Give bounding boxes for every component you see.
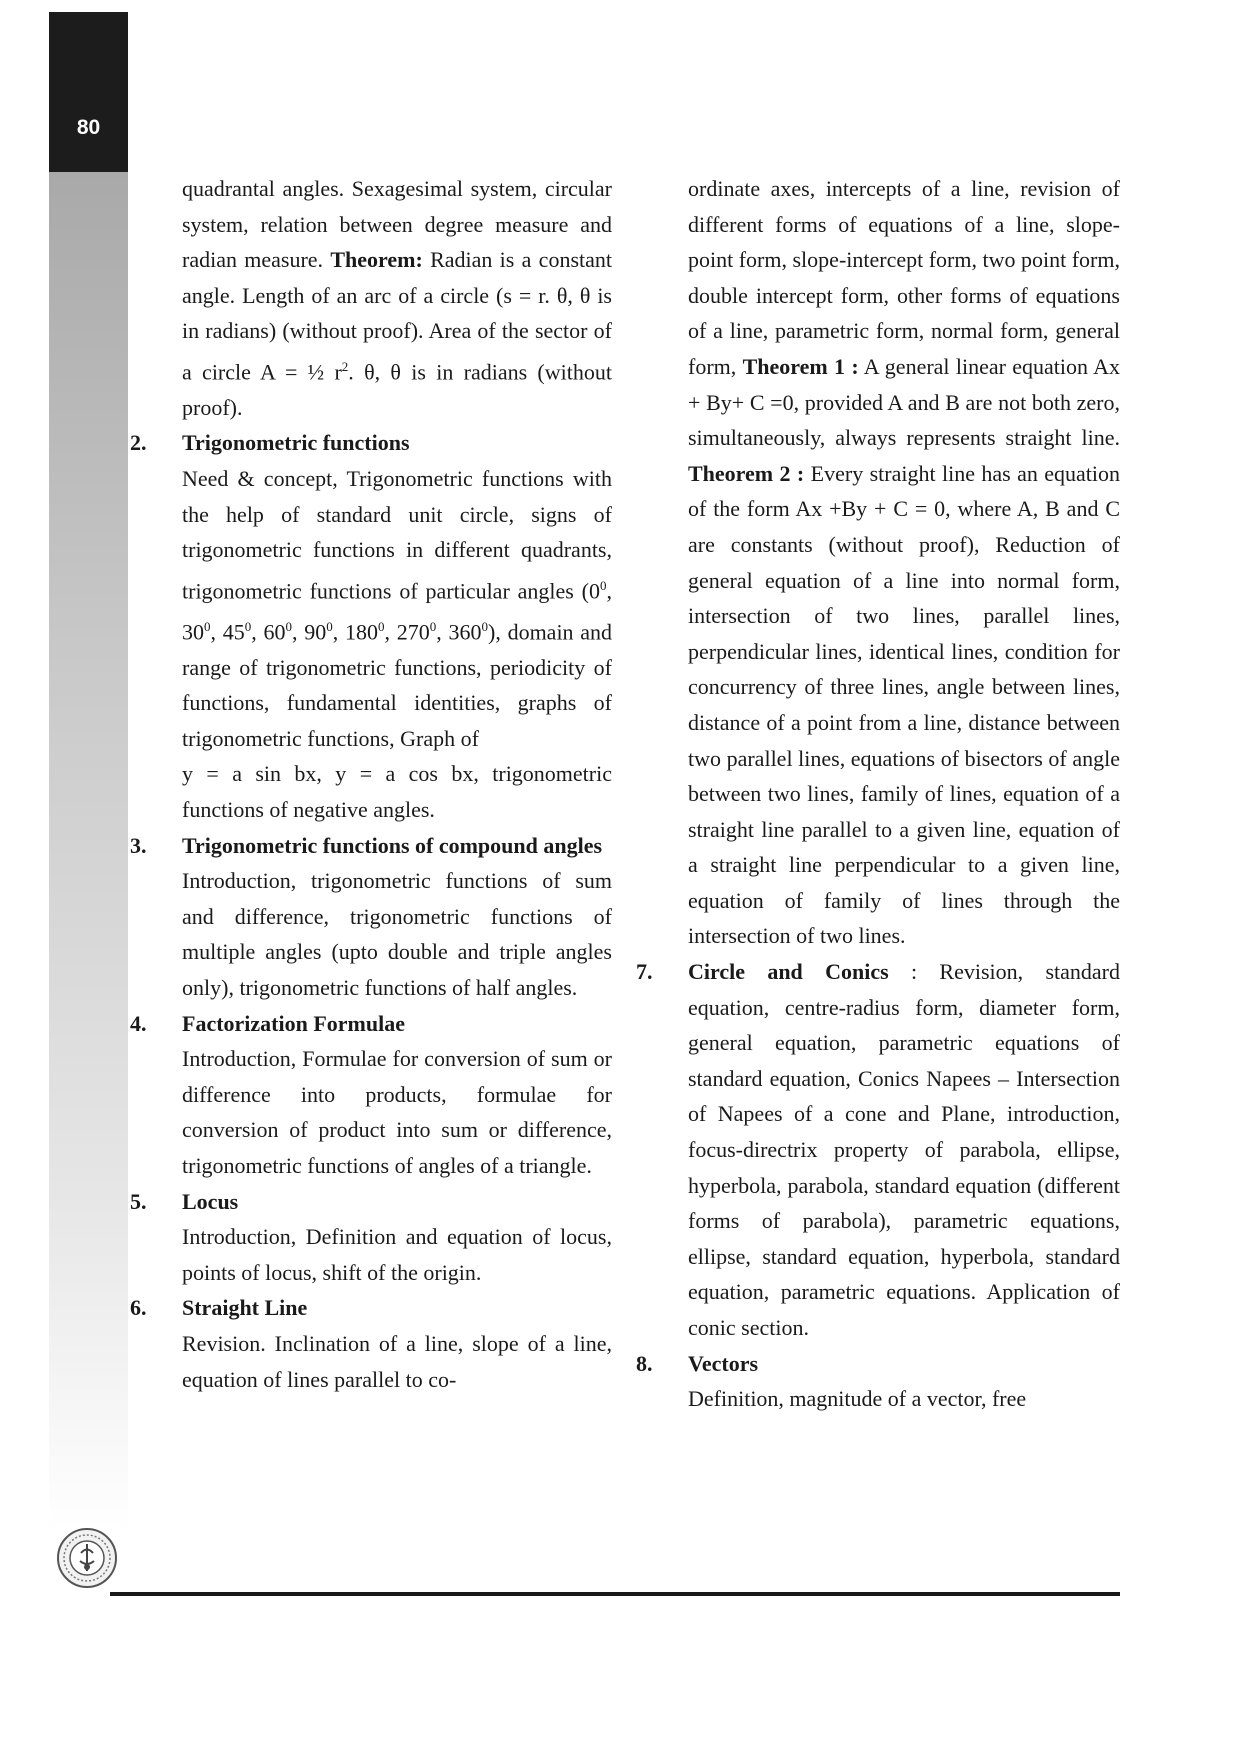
degree-superscript: 0 [481,618,488,634]
section-2-body: Need & concept, Trigonometric functions with the help of standard unit circle, signs of trigonometric functions in different quadrants, trigonometric functions of particular angles ($0^0$, $30^0$, $45^0$, $60^0$, $90^0$, $180^0$, $270^0$, $360^0$), domain and range of trigonometric functions, periodicity of functions, fundamental identities, graphs of trigonometric functions, Graph of [182,466,613,751]
angle-value: 90 [304,619,327,645]
intro-paragraph [130,171,612,425]
left-column [130,171,612,1397]
page-number: 80 [76,116,101,139]
section-title: Straight Line [182,1295,308,1321]
text: . θ, θ is in radians (without proof). [182,359,612,420]
angle-value: 360 [448,619,482,645]
section-4-body: Introduction, Formulae for conversion of sum or difference into products, formulae for conversion of product into sum or difference, trigonometric functions of angles of a triangle. [182,1046,612,1179]
angle-value: 45 [222,619,245,645]
degree-superscript: 0 [326,618,333,634]
side-tab-gradient [49,172,128,1532]
section-7 [636,954,1120,1346]
angle-value: 270 [396,619,430,645]
section-body: : Revision, standard equation, centre-radius form, diameter form, general equation, parametric equations of standard equation, Conics Napees – Intersection of Napees of a cone and Plane, introduction, focus-directrix property of parabola, ellipse, hyperbola, parabola, standard equation (different forms of parabola), parametric equations, ellipse, standard equation, hyperbola, standard equation, parametric equations. Application of conic section. [688,959,1121,1340]
degree-superscript: 0 [378,618,385,634]
section-8-heading [636,1346,1120,1382]
section-title: Trigonometric functions of compound angles [182,832,603,858]
section-number: 8. [636,1350,653,1376]
section-5-heading [130,1184,612,1220]
section-6-body: Revision. Inclination of a line, slope of a line, equation of lines parallel to co- [182,1330,612,1392]
theorem-label: Theorem: [330,247,423,273]
side-tab-dark [49,12,128,172]
right-column [636,171,1120,1417]
text: quadrantal angles. Sexagesimal system, circular system, relation between degree measure and radian measure. [182,176,612,273]
text: Every straight line has an equation of the form Ax +By + C = 0, where A, B and C are constants (without proof), Reduction of general equation of a line into normal form, intersection of two lines, parallel lines, perpendicular lines, identical lines, condition for concurrency of three lines, angle between lines, distance of a point from a line, distance between two parallel lines, equations of bisectors of angle between two lines, family of lines, equation of a straight line parallel to a given line, equation of a straight line perpendicular to a given line, equation of family of lines through the intersection of two lines. [688,460,1120,949]
section-number: 3. [130,832,147,858]
angle-value: 60 [263,619,286,645]
theorem-label: Theorem 1 : [742,353,859,379]
section-number: 2. [130,430,147,456]
section-title: Trigonometric functions [182,430,410,456]
text: ), domain and range of trigonometric functions, periodicity of functions, fundamental identities, graphs of trigonometric functions, Graph of [182,619,613,751]
section-number: 5. [130,1188,147,1214]
superscript: 2 [341,358,349,374]
degree-superscript: 0 [244,618,252,634]
section-number: 4. [130,1010,147,1036]
section-title: Circle and Conics [688,959,889,985]
text: A general linear equation Ax + By+ C =0, provided A and B are not both zero, simultaneously, always represents straight line. [688,353,1121,451]
section-3-body: Introduction, trigonometric functions of sum and difference, trigonometric functions of multiple angles (upto double and triple angles only), trigonometric functions of half angles. [182,868,612,1001]
bottom-rule [110,1592,1120,1596]
section-6-continued [636,171,1120,954]
section-4-heading [130,1006,612,1042]
angle-value: 30 [182,619,204,645]
degree-superscript: 0 [429,618,437,634]
section-2-body-cont: y = a sin bx, y = a cos bx, trigonometric functions of negative angles. [182,761,612,823]
degree-superscript: 0 [204,618,211,634]
section-8-body: Definition, magnitude of a vector, free [688,1386,1027,1412]
section-3-heading [130,828,612,864]
section-number: 7. [636,959,653,985]
text: Radian is a constant angle. Length of an arc of a circle (s = r. θ, θ is in radians) (without proof). Area of the sector of a circle A = ½ r [182,247,612,385]
section-title: Vectors [688,1350,759,1376]
angle-value: 180 [345,619,378,645]
text: Need & concept, Trigonometric functions with the help of standard unit circle, signs of trigonometric functions in different quadrants, trigonometric functions of particular angles (0 [182,466,612,604]
section-title: Factorization Formulae [182,1010,405,1036]
section-6-heading [130,1290,612,1326]
section-5-body: Introduction, Definition and equation of locus, points of locus, shift of the origin. [182,1224,612,1285]
section-title: Locus [182,1188,239,1214]
text: ordinate axes, intercepts of a line, revision of different forms of equations of a line, slope-point form, slope-intercept form, two point form, double intercept form, other forms of equations of a line, parametric form, normal form, general form, [688,176,1120,379]
theorem-label: Theorem 2 : [688,460,805,486]
emblem-seal-icon [56,1527,118,1589]
section-2-heading [130,425,612,461]
degree-superscript: 0 [600,577,607,593]
section-number: 6. [130,1295,147,1321]
degree-superscript: 0 [285,618,292,634]
